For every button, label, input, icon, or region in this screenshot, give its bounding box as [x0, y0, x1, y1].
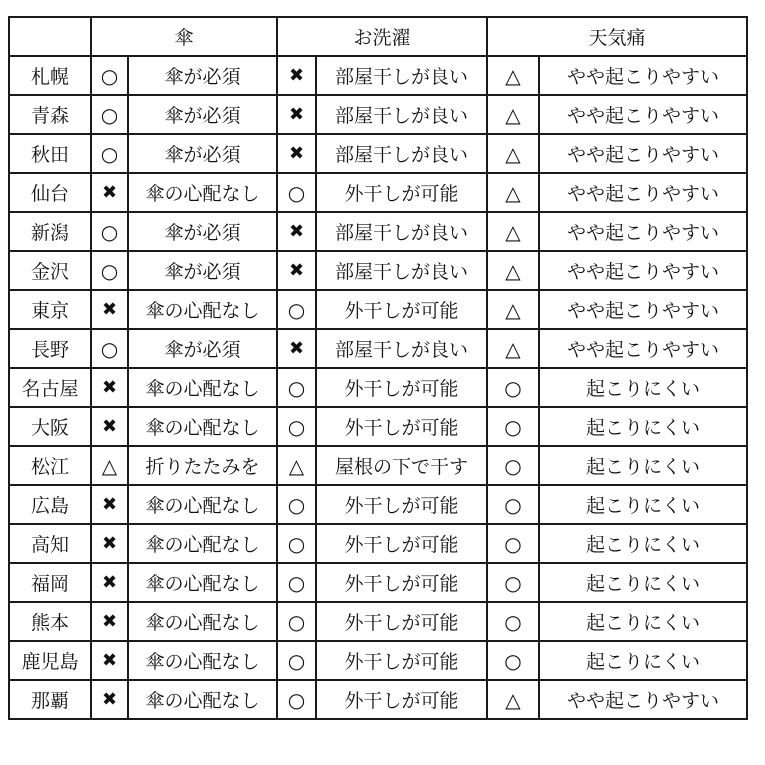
- laundry-mark: ○: [277, 290, 316, 329]
- table-row: [9, 95, 747, 134]
- table-row: [9, 446, 747, 485]
- header-umbrella: 傘: [91, 17, 277, 56]
- umbrella-text: 傘が必須: [128, 212, 277, 251]
- pain-mark: ○: [487, 602, 539, 641]
- umbrella-mark: ✖: [91, 368, 128, 407]
- umbrella-mark: ✖: [91, 485, 128, 524]
- table-row: [9, 641, 747, 680]
- umbrella-mark: ✖: [91, 290, 128, 329]
- laundry-text: 外干しが可能: [316, 641, 487, 680]
- umbrella-mark: ✖: [91, 173, 128, 212]
- laundry-mark: ○: [277, 524, 316, 563]
- umbrella-mark: ✖: [91, 680, 128, 719]
- laundry-mark: ✖: [277, 134, 316, 173]
- pain-text: 起こりにくい: [539, 485, 747, 524]
- table-row: [9, 368, 747, 407]
- umbrella-mark: ○: [91, 251, 128, 290]
- city-cell: 鹿児島: [9, 641, 91, 680]
- umbrella-mark: ✖: [91, 563, 128, 602]
- laundry-text: 外干しが可能: [316, 368, 487, 407]
- laundry-mark: ✖: [277, 251, 316, 290]
- umbrella-mark: ○: [91, 212, 128, 251]
- city-cell: 青森: [9, 95, 91, 134]
- umbrella-text: 傘が必須: [128, 95, 277, 134]
- laundry-text: 外干しが可能: [316, 485, 487, 524]
- pain-mark: △: [487, 251, 539, 290]
- city-cell: 札幌: [9, 56, 91, 95]
- table-row: [9, 680, 747, 719]
- laundry-text: 外干しが可能: [316, 290, 487, 329]
- pain-text: 起こりにくい: [539, 641, 747, 680]
- laundry-mark: ○: [277, 641, 316, 680]
- laundry-mark: ○: [277, 173, 316, 212]
- laundry-mark: ○: [277, 680, 316, 719]
- umbrella-text: 傘が必須: [128, 251, 277, 290]
- pain-text: やや起こりやすい: [539, 134, 747, 173]
- table-row: [9, 407, 747, 446]
- umbrella-text: 傘の心配なし: [128, 407, 277, 446]
- laundry-text: 部屋干しが良い: [316, 212, 487, 251]
- pain-mark: △: [487, 212, 539, 251]
- pain-text: やや起こりやすい: [539, 251, 747, 290]
- laundry-text: 外干しが可能: [316, 602, 487, 641]
- city-cell: 秋田: [9, 134, 91, 173]
- city-cell: 仙台: [9, 173, 91, 212]
- table-row: [9, 251, 747, 290]
- pain-mark: ○: [487, 446, 539, 485]
- table-row: [9, 602, 747, 641]
- header-row: [9, 17, 747, 56]
- table-row: [9, 563, 747, 602]
- pain-mark: △: [487, 56, 539, 95]
- table-row: [9, 290, 747, 329]
- laundry-text: 外干しが可能: [316, 563, 487, 602]
- laundry-mark: ○: [277, 368, 316, 407]
- umbrella-mark: ✖: [91, 641, 128, 680]
- pain-text: やや起こりやすい: [539, 56, 747, 95]
- pain-text: 起こりにくい: [539, 563, 747, 602]
- pain-mark: ○: [487, 368, 539, 407]
- table-body: [9, 56, 747, 719]
- city-cell: 金沢: [9, 251, 91, 290]
- pain-mark: ○: [487, 407, 539, 446]
- laundry-text: 部屋干しが良い: [316, 329, 487, 368]
- header-laundry: お洗濯: [277, 17, 487, 56]
- umbrella-text: 傘の心配なし: [128, 290, 277, 329]
- umbrella-mark: △: [91, 446, 128, 485]
- umbrella-text: 傘の心配なし: [128, 563, 277, 602]
- city-cell: 大阪: [9, 407, 91, 446]
- table-row: [9, 134, 747, 173]
- pain-text: 起こりにくい: [539, 407, 747, 446]
- umbrella-mark: ○: [91, 329, 128, 368]
- umbrella-text: 傘の心配なし: [128, 368, 277, 407]
- laundry-text: 部屋干しが良い: [316, 251, 487, 290]
- pain-mark: △: [487, 173, 539, 212]
- laundry-text: 屋根の下で干す: [316, 446, 487, 485]
- pain-text: 起こりにくい: [539, 446, 747, 485]
- laundry-text: 部屋干しが良い: [316, 95, 487, 134]
- table-row: [9, 212, 747, 251]
- laundry-mark: △: [277, 446, 316, 485]
- pain-mark: △: [487, 134, 539, 173]
- umbrella-text: 傘が必須: [128, 134, 277, 173]
- laundry-mark: ✖: [277, 212, 316, 251]
- table-row: [9, 329, 747, 368]
- umbrella-text: 傘の心配なし: [128, 680, 277, 719]
- pain-text: やや起こりやすい: [539, 173, 747, 212]
- laundry-mark: ✖: [277, 95, 316, 134]
- pain-mark: △: [487, 290, 539, 329]
- umbrella-text: 傘の心配なし: [128, 173, 277, 212]
- pain-text: やや起こりやすい: [539, 329, 747, 368]
- pain-mark: △: [487, 680, 539, 719]
- city-cell: 長野: [9, 329, 91, 368]
- city-cell: 広島: [9, 485, 91, 524]
- umbrella-mark: ✖: [91, 602, 128, 641]
- laundry-mark: ✖: [277, 56, 316, 95]
- pain-mark: ○: [487, 563, 539, 602]
- city-cell: 那覇: [9, 680, 91, 719]
- umbrella-text: 傘の心配なし: [128, 641, 277, 680]
- umbrella-text: 傘の心配なし: [128, 524, 277, 563]
- city-cell: 東京: [9, 290, 91, 329]
- umbrella-text: 折りたたみを: [128, 446, 277, 485]
- umbrella-mark: ✖: [91, 524, 128, 563]
- laundry-text: 外干しが可能: [316, 524, 487, 563]
- table-row: [9, 56, 747, 95]
- laundry-mark: ○: [277, 407, 316, 446]
- laundry-text: 外干しが可能: [316, 407, 487, 446]
- pain-text: 起こりにくい: [539, 368, 747, 407]
- city-cell: 福岡: [9, 563, 91, 602]
- table-row: [9, 173, 747, 212]
- forecast-table: [8, 16, 748, 720]
- umbrella-mark: ○: [91, 95, 128, 134]
- header-weather-pain: 天気痛: [487, 17, 747, 56]
- pain-mark: △: [487, 95, 539, 134]
- umbrella-text: 傘の心配なし: [128, 485, 277, 524]
- pain-text: やや起こりやすい: [539, 95, 747, 134]
- city-cell: 名古屋: [9, 368, 91, 407]
- laundry-mark: ○: [277, 485, 316, 524]
- umbrella-text: 傘の心配なし: [128, 602, 277, 641]
- city-cell: 熊本: [9, 602, 91, 641]
- umbrella-text: 傘が必須: [128, 329, 277, 368]
- table-row: [9, 524, 747, 563]
- pain-mark: △: [487, 329, 539, 368]
- city-cell: 高知: [9, 524, 91, 563]
- laundry-mark: ○: [277, 602, 316, 641]
- laundry-text: 部屋干しが良い: [316, 134, 487, 173]
- laundry-text: 外干しが可能: [316, 173, 487, 212]
- pain-text: 起こりにくい: [539, 524, 747, 563]
- umbrella-mark: ✖: [91, 407, 128, 446]
- laundry-mark: ○: [277, 563, 316, 602]
- forecast-table-wrapper: [8, 16, 748, 720]
- pain-text: やや起こりやすい: [539, 290, 747, 329]
- laundry-mark: ✖: [277, 329, 316, 368]
- city-cell: 松江: [9, 446, 91, 485]
- city-cell: 新潟: [9, 212, 91, 251]
- pain-text: やや起こりやすい: [539, 212, 747, 251]
- pain-mark: ○: [487, 641, 539, 680]
- pain-text: やや起こりやすい: [539, 680, 747, 719]
- pain-text: 起こりにくい: [539, 602, 747, 641]
- table-row: [9, 485, 747, 524]
- pain-mark: ○: [487, 485, 539, 524]
- laundry-text: 外干しが可能: [316, 680, 487, 719]
- laundry-text: 部屋干しが良い: [316, 56, 487, 95]
- umbrella-mark: ○: [91, 134, 128, 173]
- umbrella-mark: ○: [91, 56, 128, 95]
- header-city: [9, 17, 91, 56]
- umbrella-text: 傘が必須: [128, 56, 277, 95]
- pain-mark: ○: [487, 524, 539, 563]
